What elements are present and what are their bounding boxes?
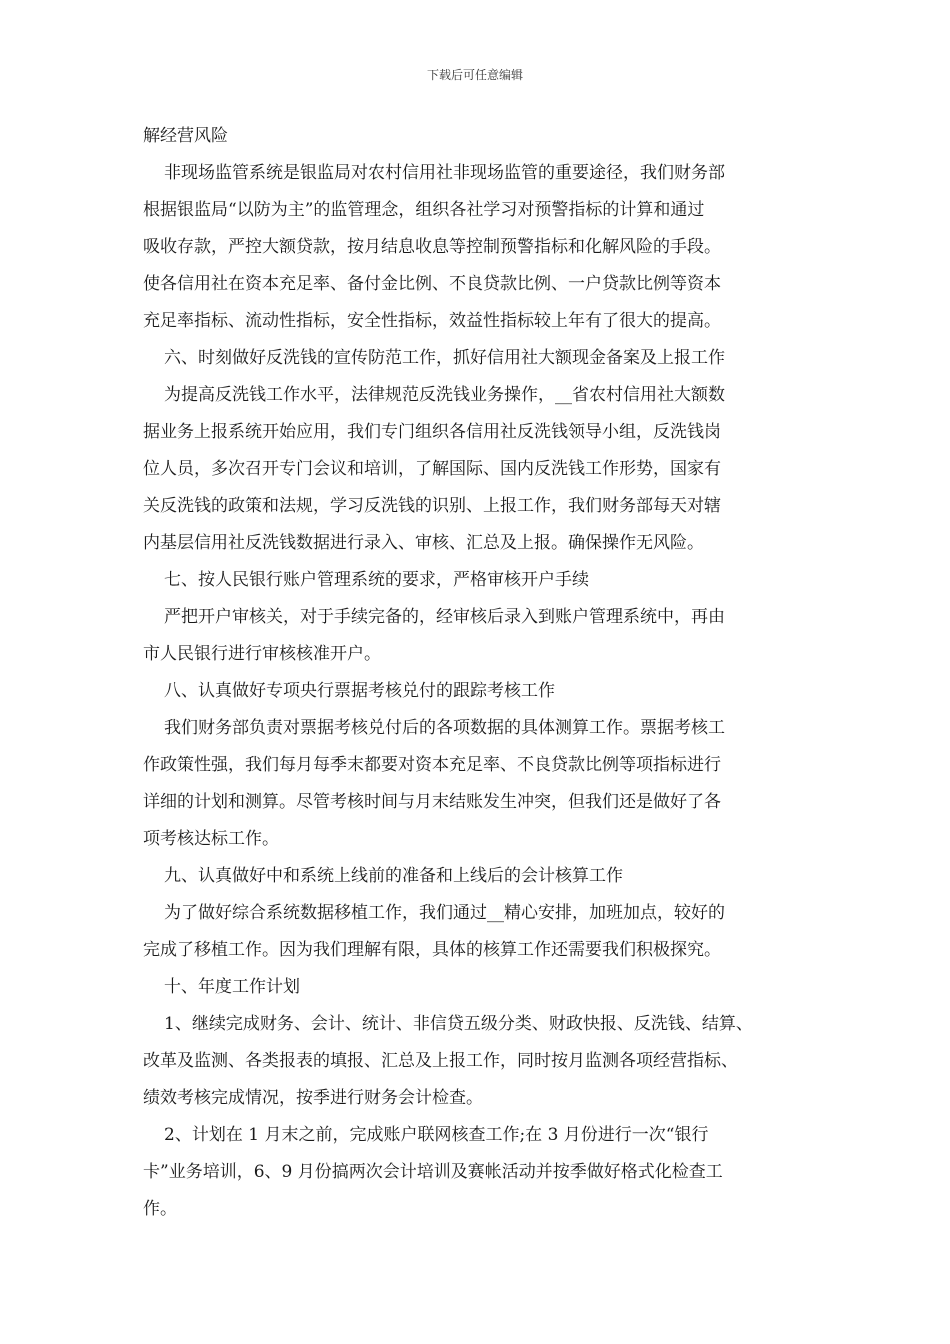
text-line: 为了做好综合系统数据移植工作，我们通过__精心安排，加班加点，较好的 <box>164 903 725 923</box>
section-heading: 六、时刻做好反洗钱的宣传防范工作，抓好信用社大额现金备案及上报工作 <box>164 348 725 368</box>
text-line: 作政策性强，我们每月每季末都要对资本充足率、不良贷款比例等项指标进行 <box>143 755 721 775</box>
text-line: 我们财务部负责对票据考核兑付后的各项数据的具体测算工作。票据考核工 <box>164 718 725 738</box>
text-line: 非现场监管系统是银监局对农村信用社非现场监管的重要途径，我们财务部 <box>164 163 725 183</box>
text-line: 卡”业务培训，6、9 月份搞两次会计培训及赛帐活动并按季做好格式化检查工 <box>143 1162 723 1182</box>
text-line: 内基层信用社反洗钱数据进行录入、审核、汇总及上报。确保操作无风险。 <box>143 533 704 553</box>
text-line: 项考核达标工作。 <box>143 829 279 849</box>
text-line: 作。 <box>143 1199 177 1219</box>
text-line: 绩效考核完成情况，按季进行财务会计检查。 <box>143 1088 483 1108</box>
text-line: 据业务上报系统开始应用，我们专门组织各信用社反洗钱领导小组，反洗钱岗 <box>143 422 721 442</box>
text-line: 解经营风险 <box>143 126 228 146</box>
text-line: 市人民银行进行审核核准开户。 <box>143 644 381 664</box>
text-line: 2、计划在 1 月末之前，完成账户联网核查工作;在 3 月份进行一次“银行 <box>164 1125 709 1145</box>
text-line: 吸收存款，严控大额贷款，按月结息收息等控制预警指标和化解风险的手段。 <box>143 237 721 257</box>
document-body <box>143 118 833 1228</box>
section-heading: 十、年度工作计划 <box>164 977 300 997</box>
text-line: 改革及监测、各类报表的填报、汇总及上报工作，同时按月监测各项经营指标、 <box>143 1051 738 1071</box>
section-heading: 八、认真做好专项央行票据考核兑付的跟踪考核工作 <box>164 681 555 701</box>
text-line: 为提高反洗钱工作水平，法律规范反洗钱业务操作，__省农村信用社大额数 <box>164 385 725 405</box>
text-line: 详细的计划和测算。尽管考核时间与月末结账发生冲突，但我们还是做好了各 <box>143 792 721 812</box>
text-line: 完成了移植工作。因为我们理解有限，具体的核算工作还需要我们积极探究。 <box>143 940 721 960</box>
text-line: 严把开户审核关，对于手续完备的，经审核后录入到账户管理系统中，再由 <box>164 607 725 627</box>
text-line: 根据银监局“以防为主”的监管理念，组织各社学习对预警指标的计算和通过 <box>143 200 705 220</box>
text-line: 充足率指标、流动性指标，安全性指标，效益性指标较上年有了很大的提高。 <box>143 311 721 331</box>
section-heading: 七、按人民银行账户管理系统的要求，严格审核开户手续 <box>164 570 589 590</box>
page-header-note: 下载后可任意编辑 <box>426 68 523 82</box>
text-line: 关反洗钱的政策和法规，学习反洗钱的识别、上报工作，我们财务部每天对辖 <box>143 496 721 516</box>
text-line: 1、继续完成财务、会计、统计、非信贷五级分类、财政快报、反洗钱、结算、 <box>164 1014 753 1034</box>
section-heading: 九、认真做好中和系统上线前的准备和上线后的会计核算工作 <box>164 866 623 886</box>
text-line: 使各信用社在资本充足率、备付金比例、不良贷款比例、一户贷款比例等资本 <box>143 274 721 294</box>
text-line: 位人员，多次召开专门会议和培训，了解国际、国内反洗钱工作形势，国家有 <box>143 459 721 479</box>
